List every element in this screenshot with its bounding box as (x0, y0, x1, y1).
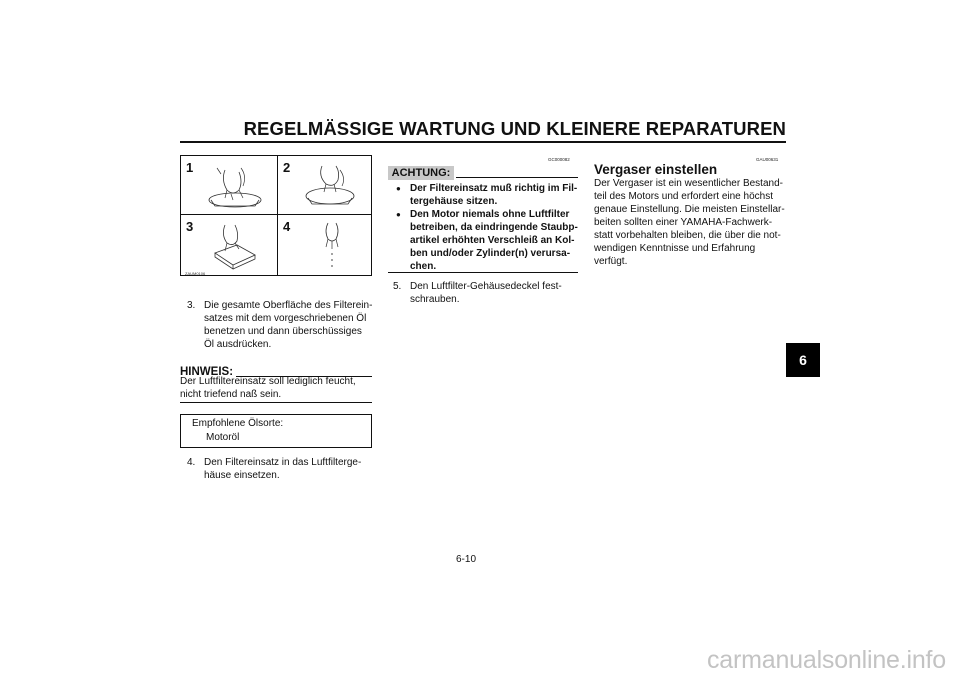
hands-wringing-over-tray-icon (278, 156, 374, 214)
text-line: ben und/oder Zylinder(n) verursa- (410, 248, 571, 259)
figure-panel-1 (181, 156, 277, 216)
page-title: REGELMÄSSIGE WARTUNG UND KLEINERE REPARATUREN (243, 118, 786, 139)
step-4 (187, 456, 387, 484)
text-line: satzes mit dem vorgeschriebenen Öl (204, 313, 367, 324)
caution-end-rule (388, 272, 578, 273)
step-3 (187, 299, 387, 355)
text-line: artikel erhöhten Verschleiß an Kol- (410, 235, 575, 246)
hands-dripping-oil-icon (278, 215, 374, 275)
figure-panel-number: 1 (186, 160, 194, 175)
watermark[interactable]: carmanualsonline.info (707, 646, 947, 674)
caution-item-1 (410, 182, 582, 208)
caution-item-2 (410, 208, 582, 273)
hands-squeezing-filter-icon (181, 215, 277, 275)
step-text (204, 299, 372, 351)
caution-code: GC000082 (548, 157, 570, 162)
text-line: Den Motor niemals ohne Luftfilter (410, 209, 570, 220)
step-number: 4. (187, 457, 196, 468)
note-end-rule (180, 402, 372, 403)
oil-value: Motoröl (206, 432, 240, 443)
air-filter-figure (180, 155, 372, 276)
text-line: verfügt. (594, 256, 628, 267)
hands-in-oil-tray-icon (181, 156, 277, 214)
text-line: teil des Motors und erfordert eine höchst (594, 191, 773, 202)
title-rule (180, 141, 786, 143)
text-line: chen. (410, 261, 437, 272)
bullet-icon: ● (396, 184, 401, 193)
step-text (410, 280, 562, 306)
note-text (180, 375, 376, 401)
figure-panel-4 (278, 215, 374, 275)
text-line: Der Luftfiltereinsatz soll lediglich feucht, (180, 376, 356, 387)
note-heading: HINWEIS: (180, 366, 234, 378)
text-line: Die gesamte Oberfläche des Filterein- (204, 300, 373, 311)
text-line: betreiben, da eindringende Staubp- (410, 222, 578, 233)
figure-code: ZAUM0106 (185, 271, 206, 276)
text-line: tergehäuse sitzen. (410, 196, 498, 207)
recommended-oil-box (180, 414, 372, 448)
text-line: beiten sollten einer YAMAHA-Fachwerk- (594, 217, 773, 228)
text-line: wendigen Kenntnisse und Erfahrung (594, 243, 756, 254)
step-text (204, 456, 361, 482)
step-number: 5. (393, 281, 402, 292)
step-5 (393, 280, 583, 308)
figure-panel-number: 4 (283, 219, 291, 234)
text-line: genaue Einstellung. Die meisten Einstellar- (594, 204, 785, 215)
figure-panel-3 (181, 215, 277, 275)
step-number: 3. (187, 300, 196, 311)
caution-heading: ACHTUNG: (388, 166, 454, 180)
page-number: 6-10 (456, 554, 477, 565)
section-body (594, 177, 794, 268)
oil-label: Empfohlene Ölsorte: (192, 418, 284, 429)
figure-panel-number: 3 (186, 219, 194, 234)
figure-panel-number: 2 (283, 160, 291, 175)
text-line: Den Luftfilter-Gehäusedeckel fest- (410, 281, 562, 292)
text-line: statt vorbehalten bleiben, die über die not- (594, 230, 781, 241)
text-line: Der Filtereinsatz muß richtig im Fil- (410, 183, 578, 194)
text-line: Der Vergaser ist ein wesentlicher Bestand- (594, 178, 783, 189)
text-line: schrauben. (410, 294, 460, 305)
text-line: Den Filtereinsatz in das Luftfilterge- (204, 457, 362, 468)
section-title: Vergaser einstellen (594, 162, 718, 177)
figure-panel-2 (278, 156, 374, 216)
text-line: Öl ausdrücken. (204, 339, 272, 350)
text-line: benetzen und dann überschüssiges (204, 326, 362, 337)
bullet-icon: ● (396, 210, 401, 219)
text-line: nicht triefend naß sein. (180, 389, 282, 400)
chapter-tab[interactable]: 6 (786, 343, 820, 377)
section-code: GAU00631 (756, 157, 779, 162)
text-line: häuse einsetzen. (204, 470, 280, 481)
caution-heading-rule (456, 177, 578, 178)
